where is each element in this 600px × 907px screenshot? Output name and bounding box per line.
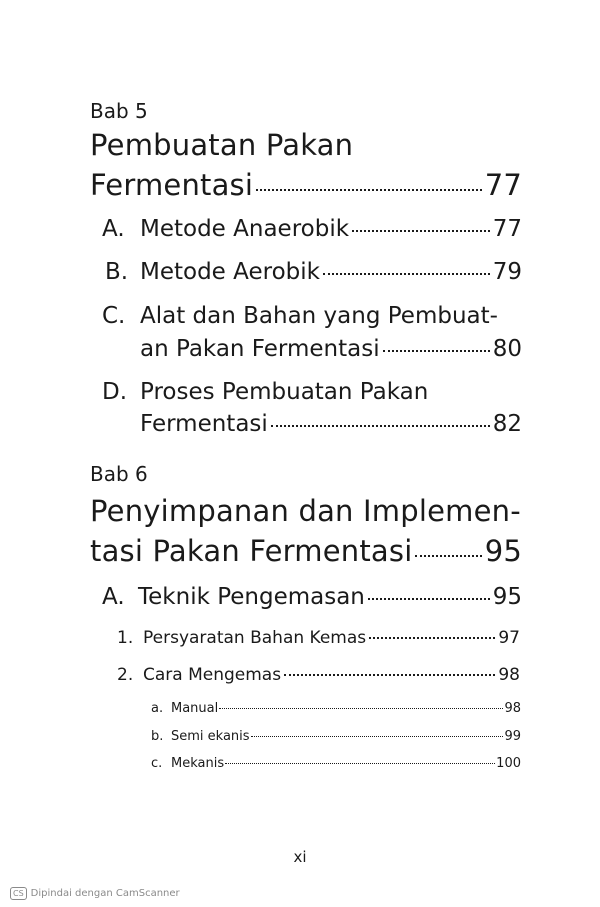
dot-leader	[225, 763, 495, 764]
entry-letter: D.	[102, 379, 128, 405]
toc-item-1	[117, 628, 520, 648]
chapter-5-page: 77	[484, 168, 522, 202]
chapter-6-title-row	[90, 534, 522, 568]
dot-leader	[415, 555, 481, 557]
chapter-5-label: Bab 5	[90, 99, 148, 123]
entry-text-line2: an Pakan Fermentasi	[140, 336, 380, 362]
entry-text-line1: Proses Pembuatan Pakan	[140, 379, 429, 405]
dot-leader	[323, 273, 490, 275]
entry-letter: A.	[102, 584, 125, 610]
scanner-text: Dipindai dengan CamScanner	[30, 888, 180, 899]
entry-text: Metode Anaerobik	[140, 216, 350, 242]
subitem-letter: c.	[151, 756, 163, 771]
entry-text-line1: Alat dan Bahan yang Pembuat-	[140, 303, 498, 329]
subitem-letter: b.	[151, 729, 164, 744]
dot-leader	[219, 708, 503, 709]
toc-entry-5d-line2	[140, 411, 522, 437]
entry-letter: A.	[102, 216, 125, 242]
subitem-page: 98	[504, 701, 521, 716]
item-number: 2.	[117, 665, 134, 685]
dot-leader	[368, 598, 490, 600]
chapter-6-page: 95	[484, 534, 522, 568]
entry-text: Teknik Pengemasan	[138, 584, 365, 610]
entry-page: 95	[492, 584, 522, 610]
item-text: Cara Mengemas	[143, 665, 282, 685]
item-page: 98	[498, 665, 520, 685]
dot-leader	[271, 425, 490, 427]
dot-leader	[284, 674, 495, 676]
dot-leader	[251, 736, 504, 737]
subitem-letter: a.	[151, 701, 164, 716]
subitem-page: 99	[504, 729, 521, 744]
toc-entry-5a	[102, 216, 522, 242]
toc-subitem-a	[151, 701, 521, 716]
chapter-5-title-row	[90, 168, 522, 202]
entry-text-line2: Fermentasi	[140, 411, 268, 437]
toc-entry-5b	[105, 259, 522, 285]
chapter-6-title-line1: Penyimpanan dan Implemen-	[90, 494, 521, 528]
item-number: 1.	[117, 628, 134, 648]
toc-item-2	[117, 665, 520, 685]
dot-leader	[256, 189, 482, 191]
entry-letter: B.	[105, 259, 129, 285]
toc-entry-5c-line1	[102, 303, 522, 329]
entry-page: 80	[492, 336, 522, 362]
subitem-page: 100	[496, 756, 521, 771]
dot-leader	[383, 350, 490, 352]
toc-entry-5c-line2	[140, 336, 522, 362]
item-page: 97	[498, 628, 520, 648]
entry-page: 77	[492, 216, 522, 242]
subitem-text: Mekanis	[171, 756, 225, 771]
scanner-watermark	[10, 887, 180, 900]
chapter-5-title-line2: Fermentasi	[90, 168, 254, 202]
toc-entry-6a	[102, 584, 522, 610]
subitem-text: Semi ekanis	[171, 729, 250, 744]
entry-page: 79	[492, 259, 522, 285]
subitem-text: Manual	[171, 701, 219, 716]
chapter-5-title-line1: Pembuatan Pakan	[90, 128, 354, 162]
item-text: Persyaratan Bahan Kemas	[143, 628, 367, 648]
entry-page: 82	[492, 411, 522, 437]
toc-entry-5d-line1	[102, 379, 522, 405]
dot-leader	[369, 637, 495, 639]
chapter-6-title-line2: tasi Pakan Fermentasi	[90, 534, 413, 568]
camscanner-logo-icon: CS	[10, 887, 27, 900]
entry-letter: C.	[102, 303, 126, 329]
dot-leader	[352, 230, 490, 232]
toc-subitem-b	[151, 729, 521, 744]
page-number: xi	[293, 848, 307, 866]
toc-subitem-c	[151, 756, 521, 771]
chapter-6-label: Bab 6	[90, 462, 148, 486]
entry-text: Metode Aerobik	[140, 259, 320, 285]
